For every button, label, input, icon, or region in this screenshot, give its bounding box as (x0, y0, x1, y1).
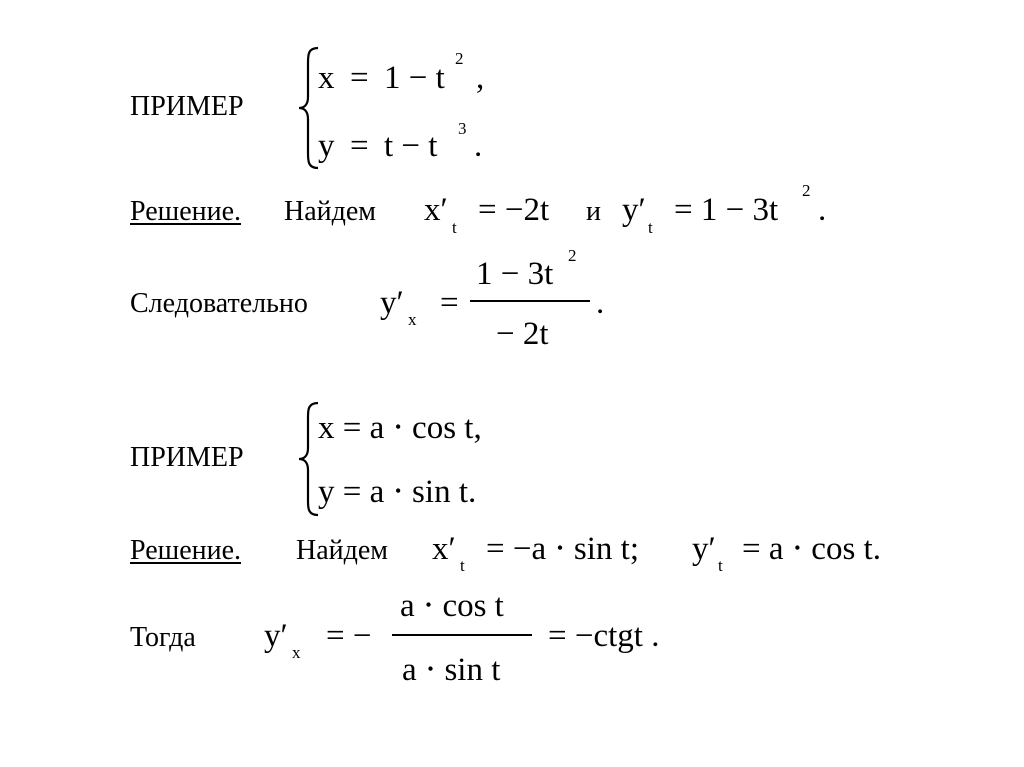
example-2-label: ПРИМЕР (130, 442, 244, 473)
example-1-label: ПРИМЕР (130, 91, 244, 122)
fraction-numerator: a ⋅ cos t (400, 588, 504, 624)
fraction-bar (470, 300, 590, 302)
solution-label: Решение. (130, 535, 242, 566)
system-2-line-1: x = a ⋅ cos t, (318, 410, 482, 446)
system-2-line-2: y = a ⋅ sin t. (318, 474, 477, 510)
fraction-numerator: 1 − 3t (476, 256, 554, 292)
fraction-denominator: a ⋅ sin t (402, 652, 501, 688)
solution-label: Решение. (130, 196, 242, 227)
fraction-denominator: − 2t (496, 316, 549, 352)
fraction-bar (392, 634, 532, 636)
final-result: = −ctgt . (548, 618, 660, 654)
